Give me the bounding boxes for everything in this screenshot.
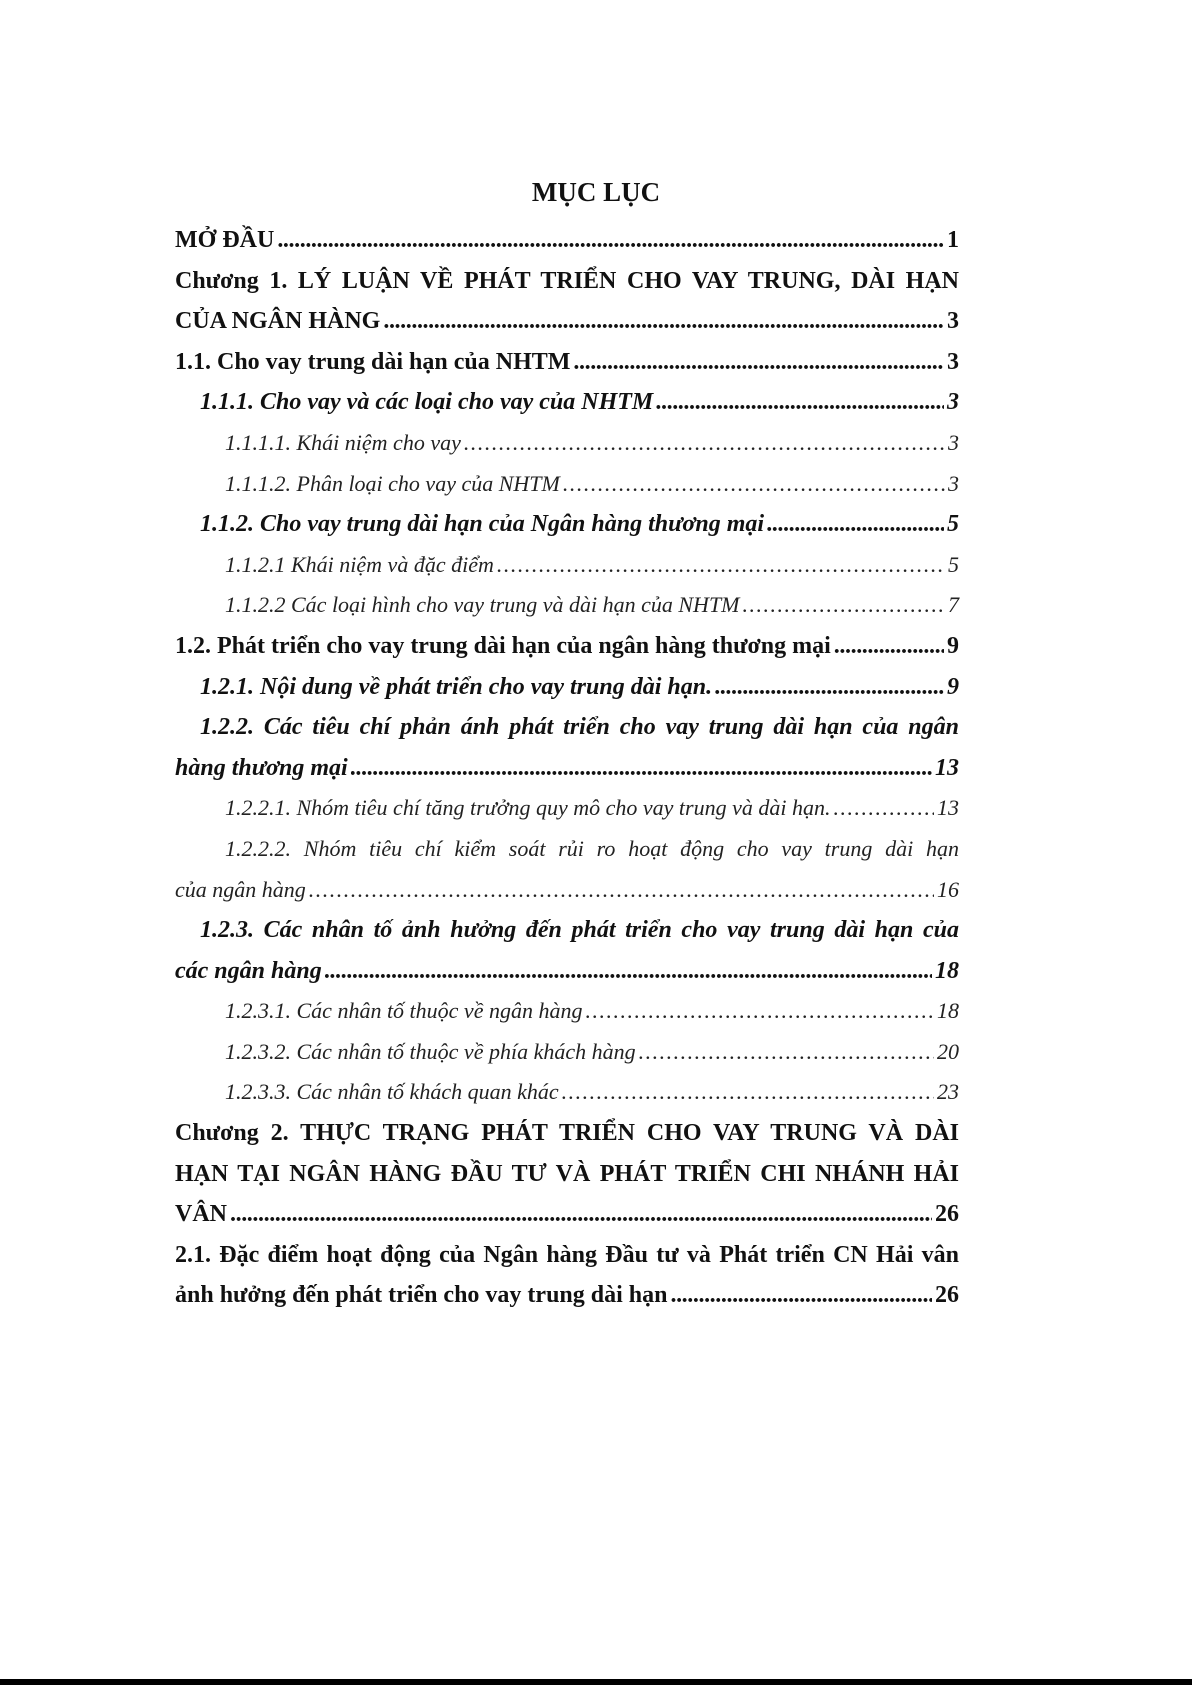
toc-entry-text: 1.2.3.1. Các nhân tố thuộc về ngân hàng <box>225 998 583 1024</box>
toc-entry-text: 1.1. Cho vay trung dài hạn của NHTM <box>175 348 571 375</box>
toc-entry-page: 16 <box>937 876 959 902</box>
toc-entry[interactable] <box>175 342 959 383</box>
toc-entry-text: 1.2. Phát triển cho vay trung dài hạn của ngân hàng thương mại <box>175 632 831 659</box>
dot-leader <box>715 667 944 708</box>
toc-entry-page: 3 <box>947 348 959 375</box>
dot-leader <box>743 585 945 626</box>
toc-entry[interactable] <box>175 585 959 626</box>
toc-entry-page: 23 <box>937 1079 959 1105</box>
dot-leader <box>767 504 944 545</box>
toc-entry-page: 18 <box>935 957 959 984</box>
toc-entry-page: 13 <box>935 754 959 781</box>
toc-entry-page: 26 <box>935 1282 959 1309</box>
dot-leader <box>309 870 934 911</box>
toc-entry-text-line: 2.1. Đặc điểm hoạt động của Ngân hàng Đầu tư và Phát triển CN Hải vân <box>175 1241 959 1268</box>
dot-leader <box>585 991 934 1032</box>
toc-entry-page: 3 <box>947 308 959 335</box>
toc-entry[interactable] <box>175 667 959 708</box>
toc-entry[interactable] <box>175 910 959 991</box>
toc-entry-text-line: HẠN TẠI NGÂN HÀNG ĐẦU TƯ VÀ PHÁT TRIỂN CHI NHÁNH HẢI <box>175 1160 959 1187</box>
toc-entry-text: 1.1.1.2. Phân loại cho vay của NHTM <box>225 470 560 496</box>
page-title: MỤC LỤC <box>531 177 661 207</box>
toc-entry-text: 1.1.1. Cho vay và các loại cho vay của NHTM <box>200 389 654 416</box>
toc-entry-text-line: Chương 2. THỰC TRẠNG PHÁT TRIỂN CHO VAY TRUNG VÀ DÀI <box>175 1120 959 1147</box>
toc-entry-text: 1.2.1. Nội dung về phát triển cho vay trung dài hạn. <box>200 673 713 700</box>
toc-entry-page: 18 <box>937 998 959 1024</box>
dot-leader <box>833 788 934 829</box>
toc-entry-text: của ngân hàng <box>175 876 306 902</box>
dot-leader <box>670 1275 932 1316</box>
dot-leader <box>230 1194 932 1235</box>
toc-entry-page: 9 <box>947 632 959 659</box>
toc-entry[interactable] <box>175 1032 959 1073</box>
toc-entry[interactable] <box>175 464 959 505</box>
toc-entry[interactable] <box>175 991 959 1032</box>
dot-leader <box>277 220 944 261</box>
dot-leader <box>351 748 932 789</box>
dot-leader <box>497 545 945 586</box>
toc-entry[interactable] <box>175 504 959 545</box>
toc-entry[interactable] <box>175 707 959 788</box>
toc-entry-text: 1.2.3.3. Các nhân tố khách quan khác <box>225 1079 559 1105</box>
toc-entry-text-line: 1.2.2.2. Nhóm tiêu chí kiểm soát rủi ro hoạt động cho vay trung dài hạn <box>225 835 959 861</box>
toc-entry-text: CỦA NGÂN HÀNG <box>175 308 381 335</box>
toc-entry-page: 20 <box>937 1038 959 1064</box>
toc-entry-text: 1.1.2.1 Khái niệm và đặc điểm <box>225 551 494 577</box>
toc-entry-page: 3 <box>947 389 959 416</box>
toc-entry[interactable] <box>175 1072 959 1113</box>
toc-entry[interactable] <box>175 423 959 464</box>
toc-entry[interactable] <box>175 829 959 910</box>
toc-entry-page: 5 <box>947 511 959 538</box>
dot-leader <box>464 423 945 464</box>
toc-entry[interactable] <box>175 1113 959 1235</box>
toc-entry-page: 7 <box>948 592 959 618</box>
toc-entry[interactable] <box>175 1235 959 1316</box>
toc-entry[interactable] <box>175 261 959 342</box>
toc-entry-text: các ngân hàng <box>175 957 322 984</box>
dot-leader <box>656 382 944 423</box>
toc-entry-page: 5 <box>948 551 959 577</box>
toc-entry-text: ảnh hưởng đến phát triển cho vay trung dài hạn <box>175 1282 668 1309</box>
toc-entry[interactable] <box>175 220 959 261</box>
toc-entry-text: 1.2.2.1. Nhóm tiêu chí tăng trưởng quy mô cho vay trung và dài hạn. <box>225 795 831 821</box>
dot-leader <box>562 1072 934 1113</box>
toc-entry-text: hàng thương mại <box>175 754 348 781</box>
table-of-contents <box>175 220 959 1316</box>
toc-entry-text: MỞ ĐẦU <box>175 227 275 253</box>
bottom-border <box>0 1679 1192 1685</box>
toc-entry-page: 26 <box>935 1201 959 1228</box>
toc-entry-text: 1.1.2. Cho vay trung dài hạn của Ngân hàng thương mại <box>200 511 765 538</box>
toc-entry[interactable] <box>175 382 959 423</box>
toc-entry-text-line: 1.2.2. Các tiêu chí phản ánh phát triển cho vay trung dài hạn của ngân <box>200 714 959 741</box>
toc-entry[interactable] <box>175 545 959 586</box>
toc-entry-page: 13 <box>937 795 959 821</box>
toc-entry-text-line: 1.2.3. Các nhân tố ảnh hưởng đến phát triển cho vay trung dài hạn của <box>200 917 959 944</box>
toc-entry-text: 1.1.2.2 Các loại hình cho vay trung và dài hạn của NHTM <box>225 592 740 618</box>
toc-entry[interactable] <box>175 626 959 667</box>
toc-entry-text: 1.1.1.1. Khái niệm cho vay <box>225 429 461 455</box>
toc-entry-text: VÂN <box>175 1201 227 1228</box>
dot-leader <box>325 951 932 992</box>
toc-entry[interactable] <box>175 788 959 829</box>
toc-entry-page: 3 <box>948 470 959 496</box>
toc-entry-text: 1.2.3.2. Các nhân tố thuộc về phía khách hàng <box>225 1038 636 1064</box>
dot-leader <box>563 464 945 505</box>
toc-entry-page: 9 <box>947 673 959 700</box>
dot-leader <box>834 626 944 667</box>
dot-leader <box>573 342 944 383</box>
toc-entry-text-line: Chương 1. LÝ LUẬN VỀ PHÁT TRIỂN CHO VAY TRUNG, DÀI HẠN <box>175 267 959 294</box>
dot-leader <box>383 301 944 342</box>
toc-entry-page: 3 <box>948 429 959 455</box>
dot-leader <box>639 1032 934 1073</box>
toc-entry-page: 1 <box>947 227 959 253</box>
